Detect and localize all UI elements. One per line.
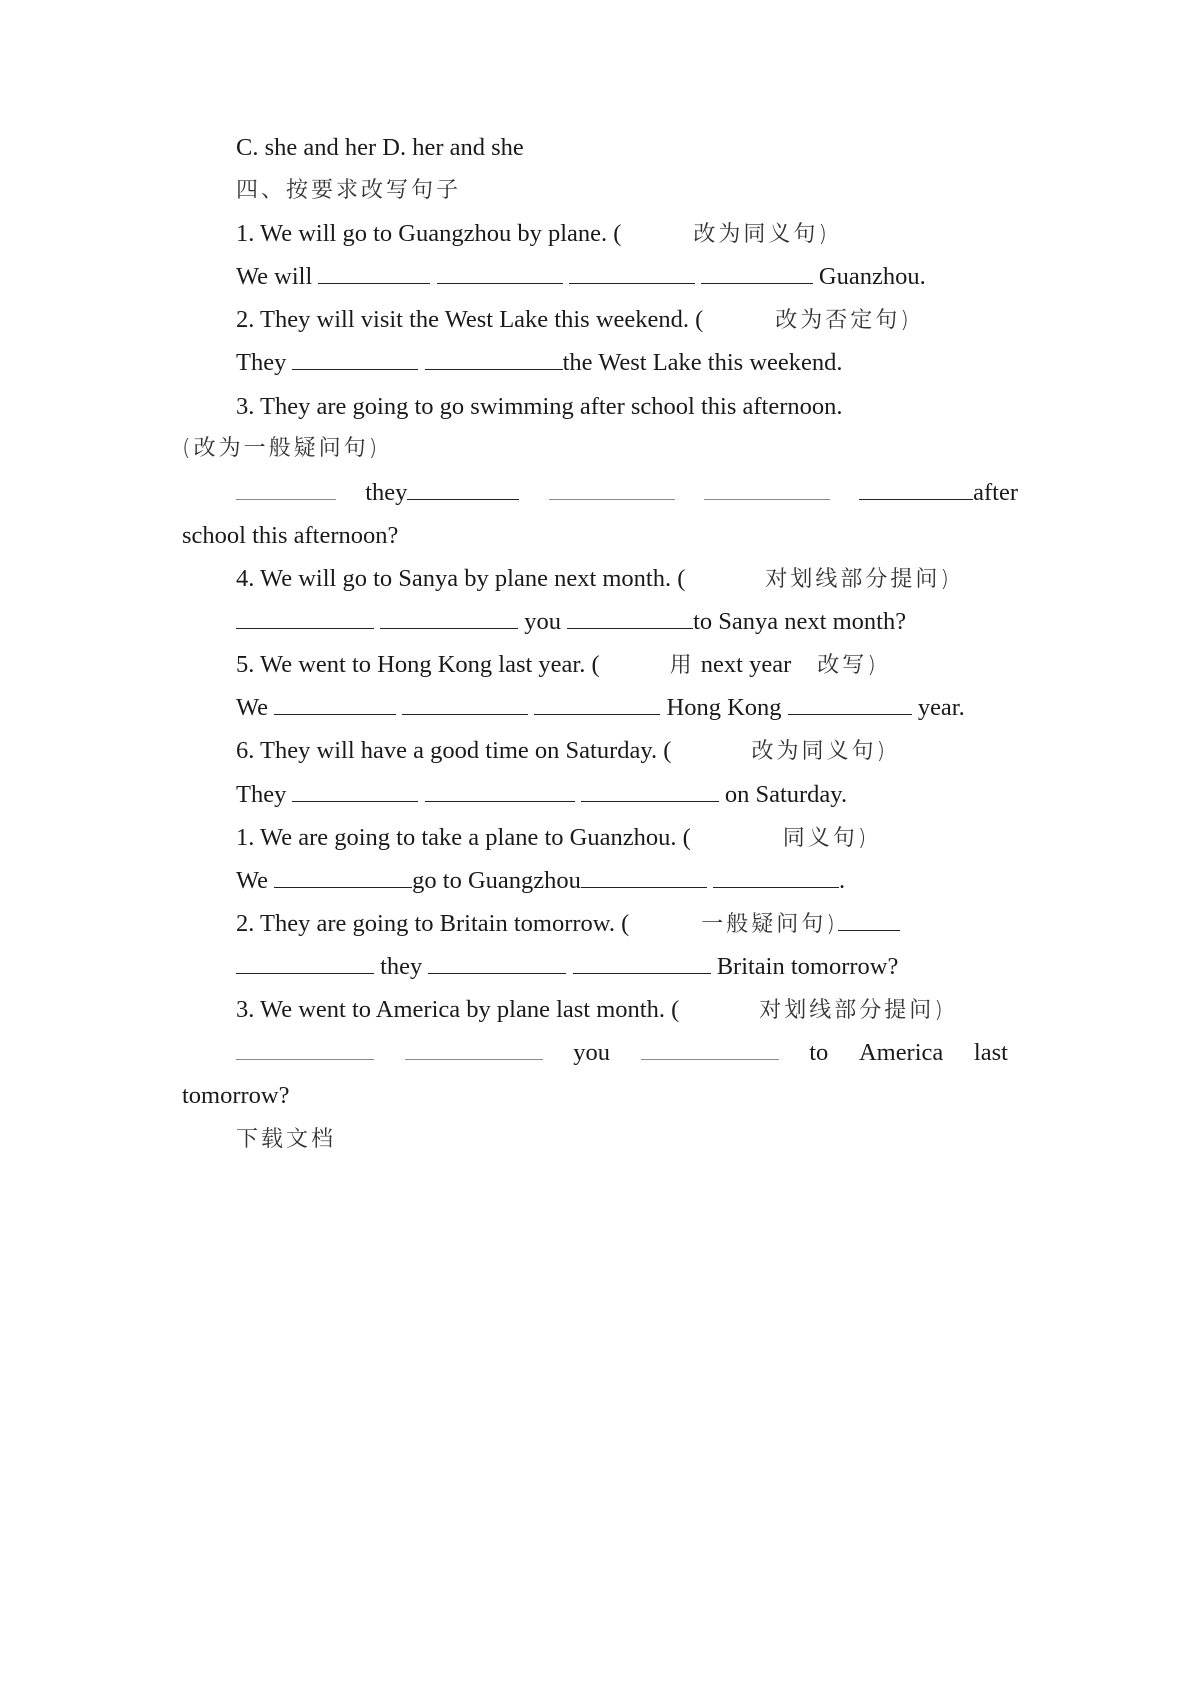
answer-blank[interactable]: [292, 347, 418, 370]
question-b1-text: 1. We are going to take a plane to Guanzhou. (: [236, 824, 691, 851]
answer-blank[interactable]: [437, 261, 563, 284]
question-5-note-b: next year: [700, 651, 792, 678]
answer-blank[interactable]: [641, 1037, 779, 1060]
answer-1: [236, 261, 926, 293]
answer-4-tail: to Sanya next month?: [693, 608, 907, 635]
answer-b3-to: to: [809, 1039, 829, 1066]
answer-b2-tail: Britain tomorrow?: [716, 953, 899, 980]
question-3-note: [182, 433, 380, 465]
answer-b1-tail: .: [839, 867, 846, 894]
answer-blank[interactable]: [405, 1037, 543, 1060]
answer-b2: [236, 951, 898, 983]
answer-b2-they: they: [380, 953, 423, 980]
question-b3: [236, 994, 946, 1027]
answer-5-lead: We: [236, 694, 269, 721]
section-heading-text: 四、按要求改写句子: [236, 178, 462, 203]
answer-blank[interactable]: [701, 261, 813, 284]
answer-blank[interactable]: [838, 908, 900, 931]
answer-blank[interactable]: [704, 477, 830, 500]
answer-blank[interactable]: [318, 261, 430, 284]
answer-blank[interactable]: [236, 477, 336, 500]
question-b3-note: 对划线部分提问): [759, 998, 946, 1023]
answer-blank[interactable]: [236, 951, 374, 974]
answer-b1-mid: go to Guangzhou: [412, 867, 581, 894]
question-b1-note: 同义句): [782, 826, 870, 851]
answer-b3-america: America: [858, 1039, 944, 1066]
answer-1-lead: We will: [236, 263, 313, 290]
answer-blank[interactable]: [425, 347, 563, 370]
answer-blank[interactable]: [788, 692, 912, 715]
answer-blank[interactable]: [549, 477, 675, 500]
answer-2-tail: the West Lake this weekend.: [562, 349, 843, 376]
question-1-note: 改为同义句): [693, 222, 831, 247]
answer-4-you: you: [524, 608, 561, 635]
question-4-text: 4. We will go to Sanya by plane next month. (: [236, 565, 686, 592]
answer-blank[interactable]: [402, 692, 528, 715]
choice-options-text: C. she and her D. her and she: [236, 134, 524, 161]
answer-blank[interactable]: [274, 692, 396, 715]
answer-blank[interactable]: [581, 779, 719, 802]
question-5-note-a: 用: [669, 653, 695, 678]
answer-blank[interactable]: [292, 779, 418, 802]
answer-blank[interactable]: [428, 951, 566, 974]
question-b2-text: 2. They are going to Britain tomorrow. (: [236, 910, 630, 937]
answer-b1: [236, 865, 845, 897]
answer-b3-continued-text: tomorrow?: [182, 1082, 290, 1109]
question-5-note-c: 改写): [817, 653, 879, 678]
question-5-text: 5. We went to Hong Kong last year. (: [236, 651, 600, 678]
question-4-note: 对划线部分提问): [765, 567, 952, 592]
question-5: [236, 649, 879, 682]
answer-blank[interactable]: [569, 261, 695, 284]
answer-b3-last: last: [973, 1039, 1008, 1066]
answer-3-continued: [182, 520, 398, 552]
answer-4: [236, 606, 906, 638]
answer-3-they: they: [365, 479, 408, 506]
question-b2-note: 一般疑问句): [701, 912, 838, 937]
choice-options-line: [236, 132, 524, 164]
answer-b3-continued: [182, 1080, 290, 1112]
question-3: [236, 391, 842, 423]
answer-blank[interactable]: [713, 865, 839, 888]
question-1-text: 1. We will go to Guangzhou by plane. (: [236, 220, 622, 247]
answer-blank[interactable]: [567, 606, 693, 629]
answer-3-after: after: [973, 479, 1018, 506]
answer-5: [236, 692, 965, 724]
answer-b1-lead: We: [236, 867, 269, 894]
question-6-text: 6. They will have a good time on Saturday. (: [236, 737, 672, 764]
section-heading: [236, 175, 461, 207]
question-4: [236, 563, 952, 596]
download-document-text[interactable]: 下载文档: [236, 1127, 337, 1152]
answer-blank[interactable]: [407, 477, 519, 500]
answer-blank[interactable]: [236, 606, 374, 629]
download-document-link[interactable]: [236, 1124, 336, 1156]
answer-blank[interactable]: [425, 779, 575, 802]
answer-blank[interactable]: [380, 606, 518, 629]
answer-b3: [236, 1037, 1008, 1069]
answer-2: [236, 347, 843, 379]
answer-5-tail: year.: [917, 694, 965, 721]
question-2-text: 2. They will visit the West Lake this weekend. (: [236, 306, 704, 333]
answer-3: [236, 477, 1018, 509]
answer-blank[interactable]: [236, 1037, 374, 1060]
question-2: [236, 304, 912, 337]
answer-2-lead: They: [236, 349, 287, 376]
answer-5-mid: Hong Kong: [666, 694, 782, 721]
answer-6-lead: They: [236, 781, 287, 808]
question-3-note-text: (改为一般疑问句): [182, 436, 381, 461]
question-b3-text: 3. We went to America by plane last month. (: [236, 996, 680, 1023]
question-b2: [236, 908, 900, 941]
question-6: [236, 735, 888, 768]
answer-blank[interactable]: [859, 477, 973, 500]
answer-blank[interactable]: [534, 692, 660, 715]
answer-blank[interactable]: [274, 865, 412, 888]
question-1: [236, 218, 830, 251]
answer-6: [236, 779, 847, 811]
question-3-text: 3. They are going to go swimming after school this afternoon.: [236, 393, 843, 420]
answer-b3-you: you: [573, 1039, 610, 1066]
answer-blank[interactable]: [581, 865, 707, 888]
answer-6-tail: on Saturday.: [724, 781, 848, 808]
question-2-note: 改为否定句): [775, 308, 912, 333]
question-b1: [236, 822, 869, 855]
answer-3-continued-text: school this afternoon?: [182, 522, 399, 549]
answer-blank[interactable]: [573, 951, 711, 974]
question-6-note: 改为同义句): [751, 739, 889, 764]
answer-1-tail: Guanzhou.: [818, 263, 926, 290]
